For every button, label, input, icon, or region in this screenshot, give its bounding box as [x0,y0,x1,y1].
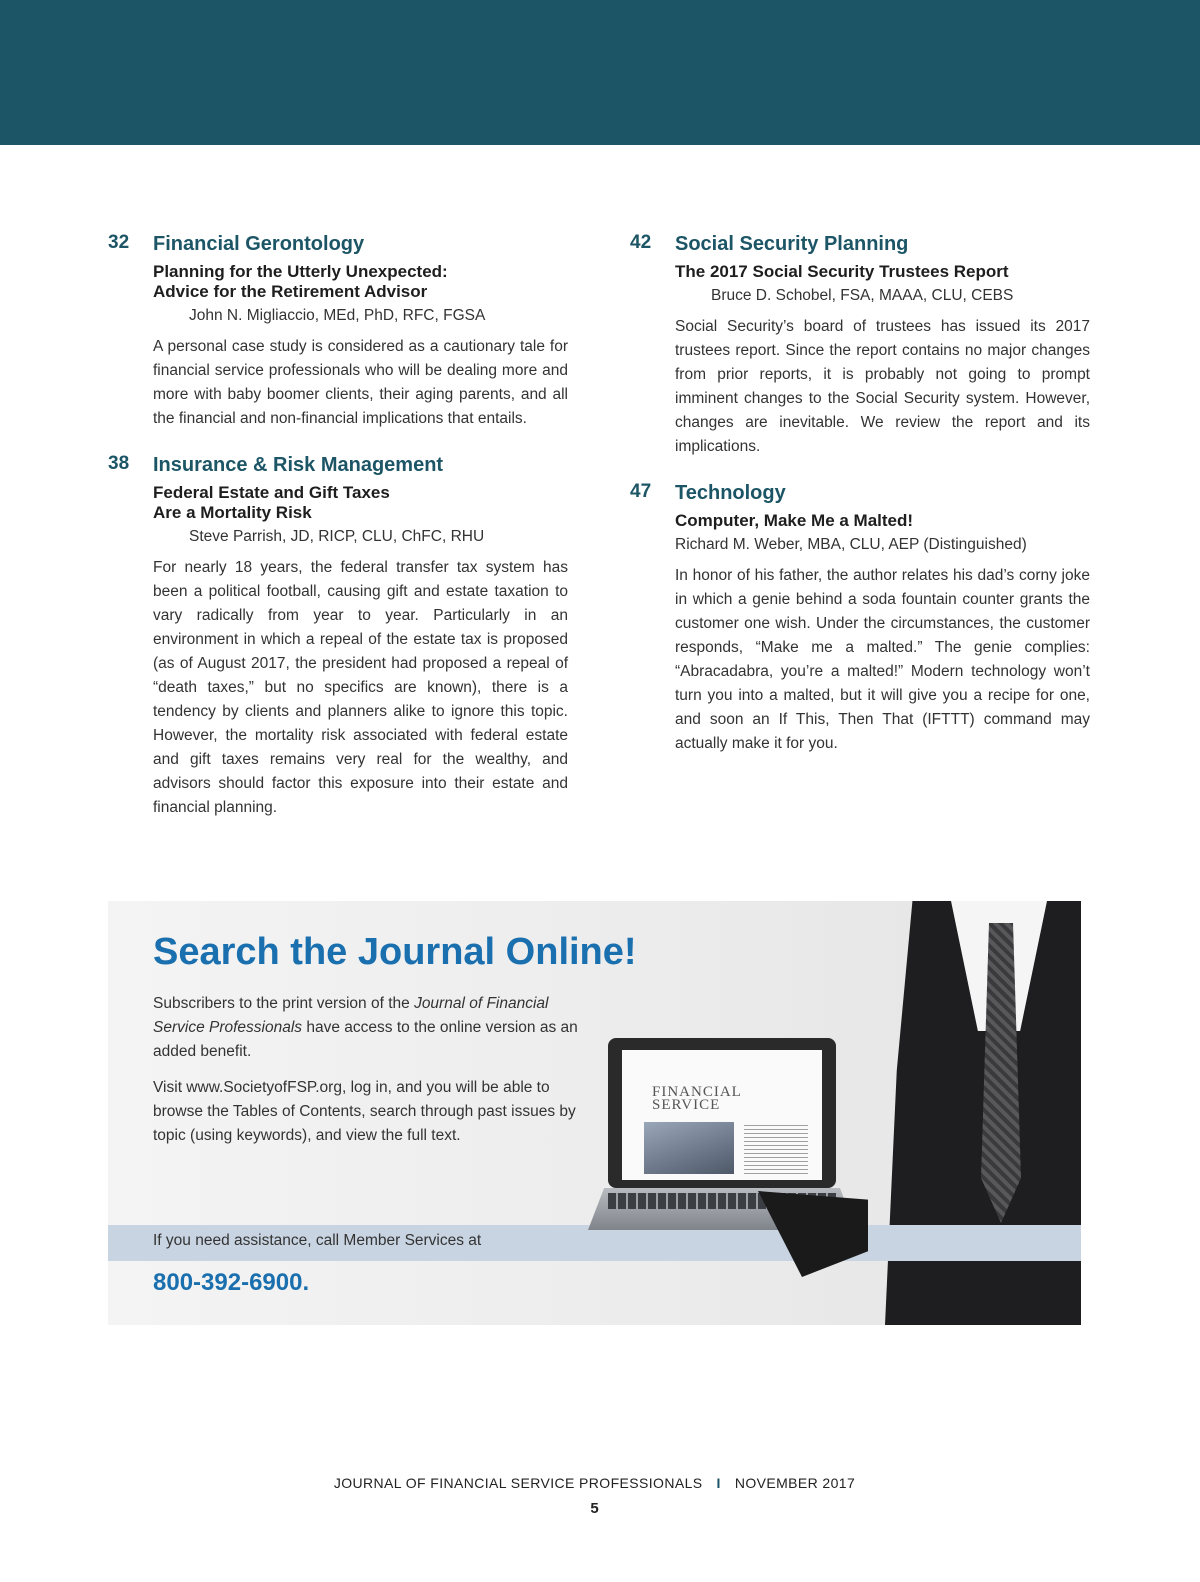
article-abstract: A personal case study is considered as a cautionary tale for financial service professionals who will be dealing more and more with baby boomer clients, their aging parents, and all the financial and non-financial implications that entails. [153,338,568,427]
toc-entry[interactable] [630,232,1090,459]
toc-column-left [108,232,568,820]
article-author: Bruce D. Schobel, FSA, MAAA, CLU, CEBS [711,287,1014,304]
toc-section-heading[interactable]: Insurance & Risk Management [153,454,444,476]
toc-page-number: 38 [108,453,130,474]
ad-visit-text: Visit www.SocietyofFSP.org, log in, and you will be able to browse the Tables of Contents, search through past issues by topic (using keywords), and view the full text. [153,1079,576,1144]
article-title: Federal Estate and Gift Taxes [153,483,390,502]
toc-section-heading[interactable]: Social Security Planning [675,233,909,255]
toc-section-heading[interactable]: Financial Gerontology [153,233,365,255]
journal-logo-line: FINANCIAL [652,1084,742,1100]
journal-name: Journal of Financial Service Professionals [153,995,549,1036]
article-abstract: In honor of his father, the author relates his dad’s corny joke in which a genie behind a soda fountain counter grants the customer one wish. Under the circumstances, the customer responds, “Make me a malted.” The genie complies: “Abracadabra, you’re a malted!” Modern technology won’t turn you into a malted, but it will give you a recipe for one, and soon an If This, Then That (IFTTT) command may actually make it for you. [675,567,1090,752]
article-abstract: Social Security’s board of trustees has issued its 2017 trustees report. Since the report contains no major changes from prior reports, it is probably not going to prompt imminent changes to the Social Security system. However, changes are inevitable. We review the report and its implications. [675,318,1090,455]
toc-entry[interactable] [108,232,568,431]
article-author: John N. Migliaccio, MEd, PhD, RFC, FGSA [189,307,486,324]
article-title: Are a Mortality Risk [153,503,312,522]
running-footer [0,1475,1189,1491]
article-title: Computer, Make Me a Malted! [675,511,914,530]
issue-date: NOVEMBER 2017 [734,1475,856,1491]
laptop-icon [608,1038,836,1188]
toc-entry[interactable] [630,481,1090,756]
journal-name-footer: JOURNAL OF FINANCIAL SERVICE PROFESSIONALS [333,1475,703,1491]
cover-contents-lines [744,1122,808,1174]
toc-entry[interactable] [108,453,568,820]
journal-logo-line: SERVICE [652,1097,721,1113]
search-journal-ad [108,901,1081,1325]
toc-section-heading[interactable]: Technology [675,482,786,504]
member-services-phone[interactable]: 800-392-6900. [153,1269,310,1296]
journal-logo [652,1086,742,1112]
header-banner [0,0,1200,145]
article-title: The 2017 Social Security Trustees Report [675,262,1009,281]
toc-column-right [630,232,1090,756]
ad-subscriber-text-end: have access to the online version as an added benefit. [153,1019,578,1060]
ad-headline: Search the Journal Online! [153,931,637,973]
assist-text: If you need assistance, call Member Services at [153,1232,482,1249]
article-title: Planning for the Utterly Unexpected: [153,262,448,281]
toc-page-number: 47 [630,481,652,502]
journal-cover-thumbnail [622,1050,822,1180]
article-author: Richard M. Weber, MBA, CLU, AEP (Distinguished) [675,536,1027,553]
ad-subscriber-text [153,992,593,1064]
ad-subscriber-text-start: Subscribers to the print version of the [153,995,415,1012]
toc-page-number: 42 [630,232,652,253]
toc-page-number: 32 [108,232,130,253]
footer-separator: I [716,1475,721,1491]
article-abstract: For nearly 18 years, the federal transfer tax system has been a political football, causing gift and estate taxation to vary radically from year to year. Particularly in an environment in which a repeal of the estate tax is proposed (as of August 2017, the president had proposed a repeal of “death taxes,” but no specifics are known), there is a tendency by clients and planners alike to ignore this topic. However, the mortality risk associated with federal estate and gift taxes remains very real for the wealthy, and advisors should factor this exposure into their estate and financial planning. [153,559,568,816]
cover-photo [644,1122,734,1174]
article-author: Steve Parrish, JD, RICP, CLU, ChFC, RHU [189,528,485,545]
page-number: 5 [590,1500,599,1517]
article-title: Advice for the Retirement Advisor [153,282,428,301]
